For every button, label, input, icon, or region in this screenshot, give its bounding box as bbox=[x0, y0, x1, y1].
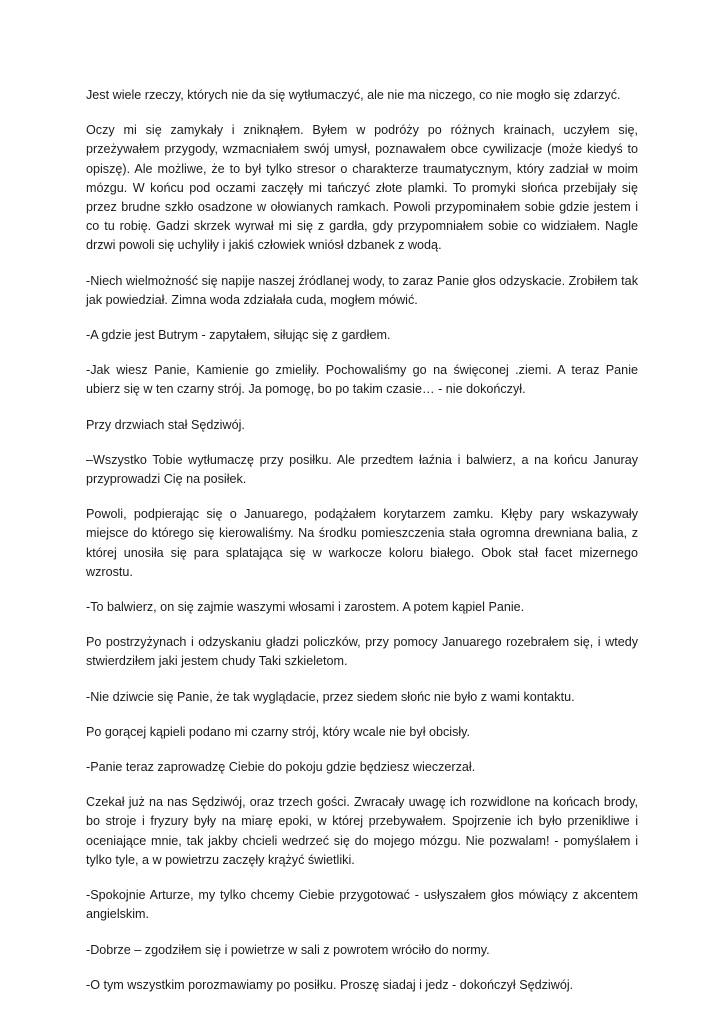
paragraph-5: -Jak wiesz Panie, Kamienie go zmieliły. Pochowaliśmy go na święconej .ziemi. A teraz Panie ubierz się w ten czarny strój. Ja pomogę, bo po takim czasie… - nie dokończył. bbox=[86, 363, 638, 397]
paragraph-7: –Wszystko Tobie wytłumaczę przy posiłku. Ale przedtem łaźnia i balwierz, a na końcu Januray przyprowadzi Cię na posiłek. bbox=[86, 452, 638, 487]
paragraph-12: Po gorącej kąpieli podano mi czarny strój, który wcale nie był obcisły. bbox=[86, 724, 471, 739]
paragraph-14: Czekał już na nas Sędziwój, oraz trzech gości. Zwracały uwagę ich rozwidlone na końcach brody, bo stroje i fryzury były na miarę epoki, w której przebywałem. Spojrzenie ich było przenikliwe i oceniające mnie, tak jakby chcieli wedrzeć się do mojego mózgu. Nie pozwalam! - pomyślałem i tylko tyle, a w powietrzu zaczęły krążyć świetliki. bbox=[86, 795, 638, 867]
paragraph-1: Jest wiele rzeczy, których nie da się wytłumaczyć, ale nie ma niczego, co nie mogło się zdarzyć. bbox=[86, 88, 621, 102]
paragraph-11: -Nie dziwcie się Panie, że tak wyglądacie, przez siedem słońc nie było z wami kontaktu. bbox=[86, 689, 575, 704]
paragraph-9: -To balwierz, on się zajmie waszymi włosami i zarostem. A potem kąpiel Panie. bbox=[86, 600, 525, 615]
paragraph-17: -O tym wszystkim porozmawiamy po posiłku. Proszę siadaj i jedz - dokończył Sędziwój. bbox=[86, 977, 574, 992]
paragraph-10: Po postrzyżynach i odzyskaniu gładzi policzków, przy pomocy Januarego rozebrałem się, i wtedy stwierdziłem jaki jestem chudy Taki szkieletom. bbox=[86, 635, 638, 669]
paragraph-3: -Niech wielmożność się napije naszej źródlanej wody, to zaraz Panie głos odzyskacie. Zrobiłem tak jak powiedział. Zimna woda zdziałała cuda, mogłem mówić. bbox=[86, 273, 638, 307]
paragraph-13: -Panie teraz zaprowadzę Ciebie do pokoju gdzie będziesz wieczerzał. bbox=[86, 760, 476, 775]
paragraph-2: Oczy mi się zamykały i zniknąłem. Byłem w podróży po różnych krainach, uczyłem się, przeżywałem przygody, wzmacniałem swój umysł, poznawałem obce cywilizacje (może kiedyś to opiszę). Ale możliwe, że to był tylko stresor o charakterze traumatycznym, który zadział w moim mózgu. W końcu pod oczami zaczęły mi tańczyć złote plamki. To promyki słońca przebijały się przez brudne szkło osadzone w ołowianych ramkach. Powoli przypominałem sobie gdzie jestem i co tu robię. Gadzi skrzek wyrwał mi się z gardła, gdy przypomniałem sobie co widziałem. Nagle drzwi powoli się uchyliły i jakiś człowiek wniósł dzbanek z wodą. bbox=[86, 123, 638, 253]
paragraph-16: -Dobrze – zgodziłem się i powietrze w sali z powrotem wróciło do normy. bbox=[86, 942, 490, 957]
paragraph-15: -Spokojnie Arturze, my tylko chcemy Ciebie przygotować - usłyszałem głos mówiący z akcentem angielskim. bbox=[86, 888, 638, 922]
paragraph-8: Powoli, podpierając się o Januarego, podążałem korytarzem zamku. Kłęby pary wskazywały miejsce do którego się kierowaliśmy. Na środku pomieszczenia stała ogromna drewniana balia, z której unosiła się para splatająca się w warkocze koloru białego. Obok stał facet mizernego wzrostu. bbox=[86, 507, 638, 579]
paragraph-4: -A gdzie jest Butrym - zapytałem, siłując się z gardłem. bbox=[86, 328, 391, 343]
paragraph-6: Przy drzwiach stał Sędziwój. bbox=[86, 417, 245, 432]
